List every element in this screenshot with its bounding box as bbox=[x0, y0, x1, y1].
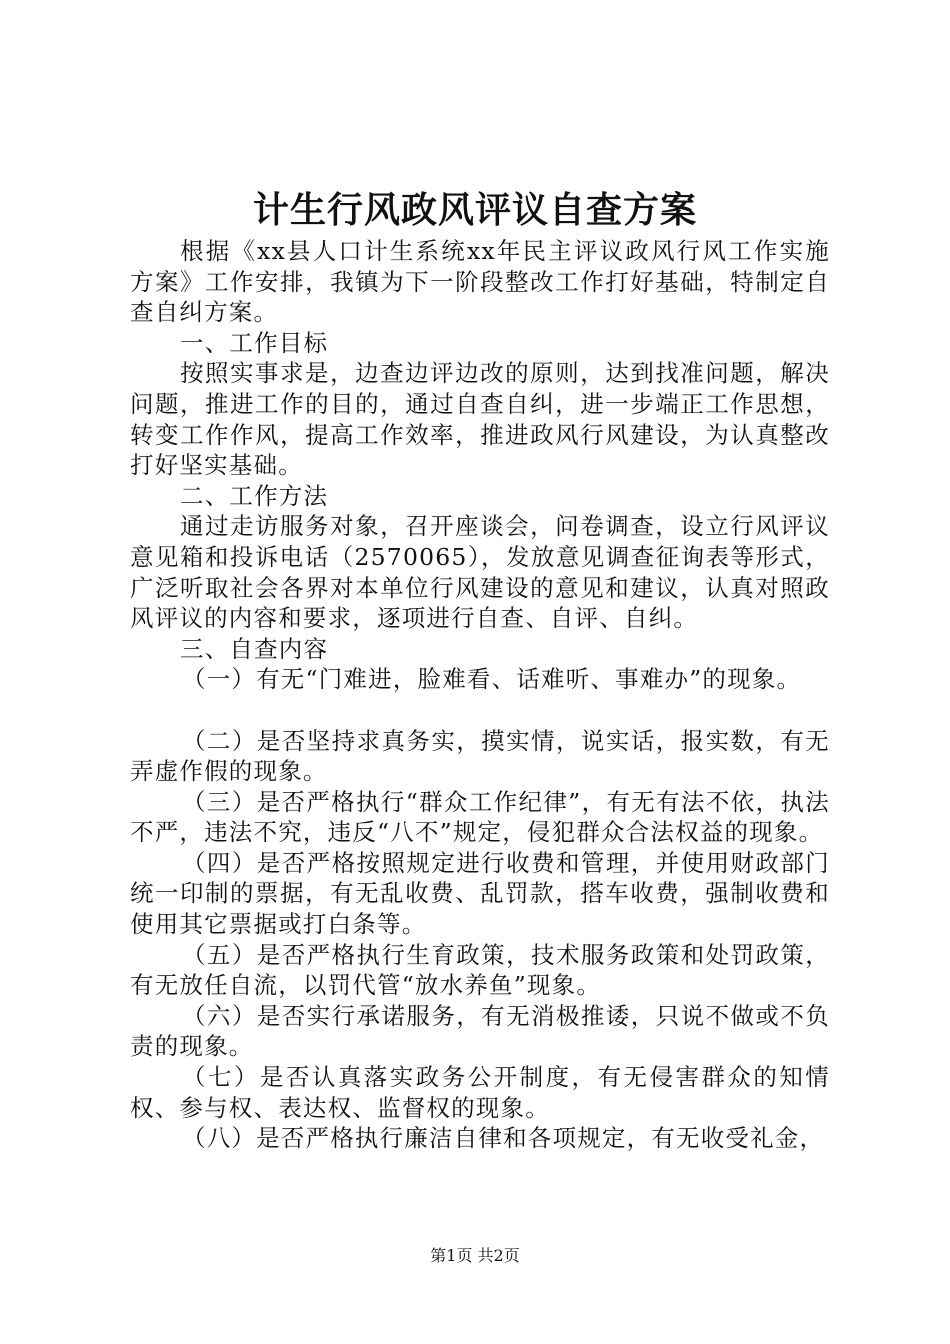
content-item-6: （六）是否实行承诺服务，有无消极推诿，只说不做或不负责的现象。 bbox=[130, 1001, 830, 1061]
paragraph-intro: 根据《xx县人口计生系统xx年民主评议政风行风工作实施方案》工作安排，我镇为下一阶段整改工作打好基础，特制定自查自纠方案。 bbox=[130, 237, 830, 327]
section-heading-goals: 一、工作目标 bbox=[180, 328, 329, 357]
paragraph-goals: 按照实事求是，边查边评边改的原则，达到找准问题，解决问题，推进工作的目的，通过自查自纠，进一步端正工作思想，转变工作作风，提高工作效率，推进政风行风建设，为认真整改打好坚实基础。 bbox=[130, 359, 830, 480]
content-item-7: （七）是否认真落实政务公开制度，有无侵害群众的知情权、参与权、表达权、监督权的现象。 bbox=[130, 1063, 830, 1122]
section-heading-content: 三、自查内容 bbox=[180, 634, 329, 663]
section-heading-methods: 二、工作方法 bbox=[180, 481, 329, 510]
content-item-4: （四）是否严格按照规定进行收费和管理，并使用财政部门统一印制的票据，有无乱收费、乱罚款，搭车收费，强制收费和使用其它票据或打白条等。 bbox=[130, 848, 830, 939]
content-item-3: （三）是否严格执行“群众工作纪律”，有无有法不依，执法不严，违法不究，违反“八不”规定，侵犯群众合法权益的现象。 bbox=[130, 787, 830, 847]
content-item-8: （八）是否严格执行廉洁自律和各项规定，有无收受礼金， bbox=[182, 1124, 825, 1153]
document-body bbox=[130, 236, 830, 1154]
content-item-2: （二）是否坚持求真务实，摸实情，说实话，报实数，有无弄虚作假的现象。 bbox=[130, 726, 830, 786]
content-item-5: （五）是否严格执行生育政策，技术服务政策和处罚政策，有无放任自流，以罚代管“放水养鱼”现象。 bbox=[130, 940, 830, 1000]
paragraph-methods: 通过走访服务对象，召开座谈会，问卷调查，设立行风评议意见箱和投诉电话（2570065），发放意见调查征询表等形式，广泛听取社会各界对本单位行风建设的意见和建议，认真对照政风评议的内容和要求，逐项进行自查、自评、自纠。 bbox=[130, 512, 830, 633]
blank-line bbox=[130, 695, 830, 726]
document-title: 计生行风政风评议自查方案 bbox=[252, 189, 697, 231]
page-footer: 第1页 共2页 bbox=[430, 1246, 520, 1265]
content-item-1: （一）有无“门难进，脸难看、话难听、事难办”的现象。 bbox=[182, 665, 802, 694]
